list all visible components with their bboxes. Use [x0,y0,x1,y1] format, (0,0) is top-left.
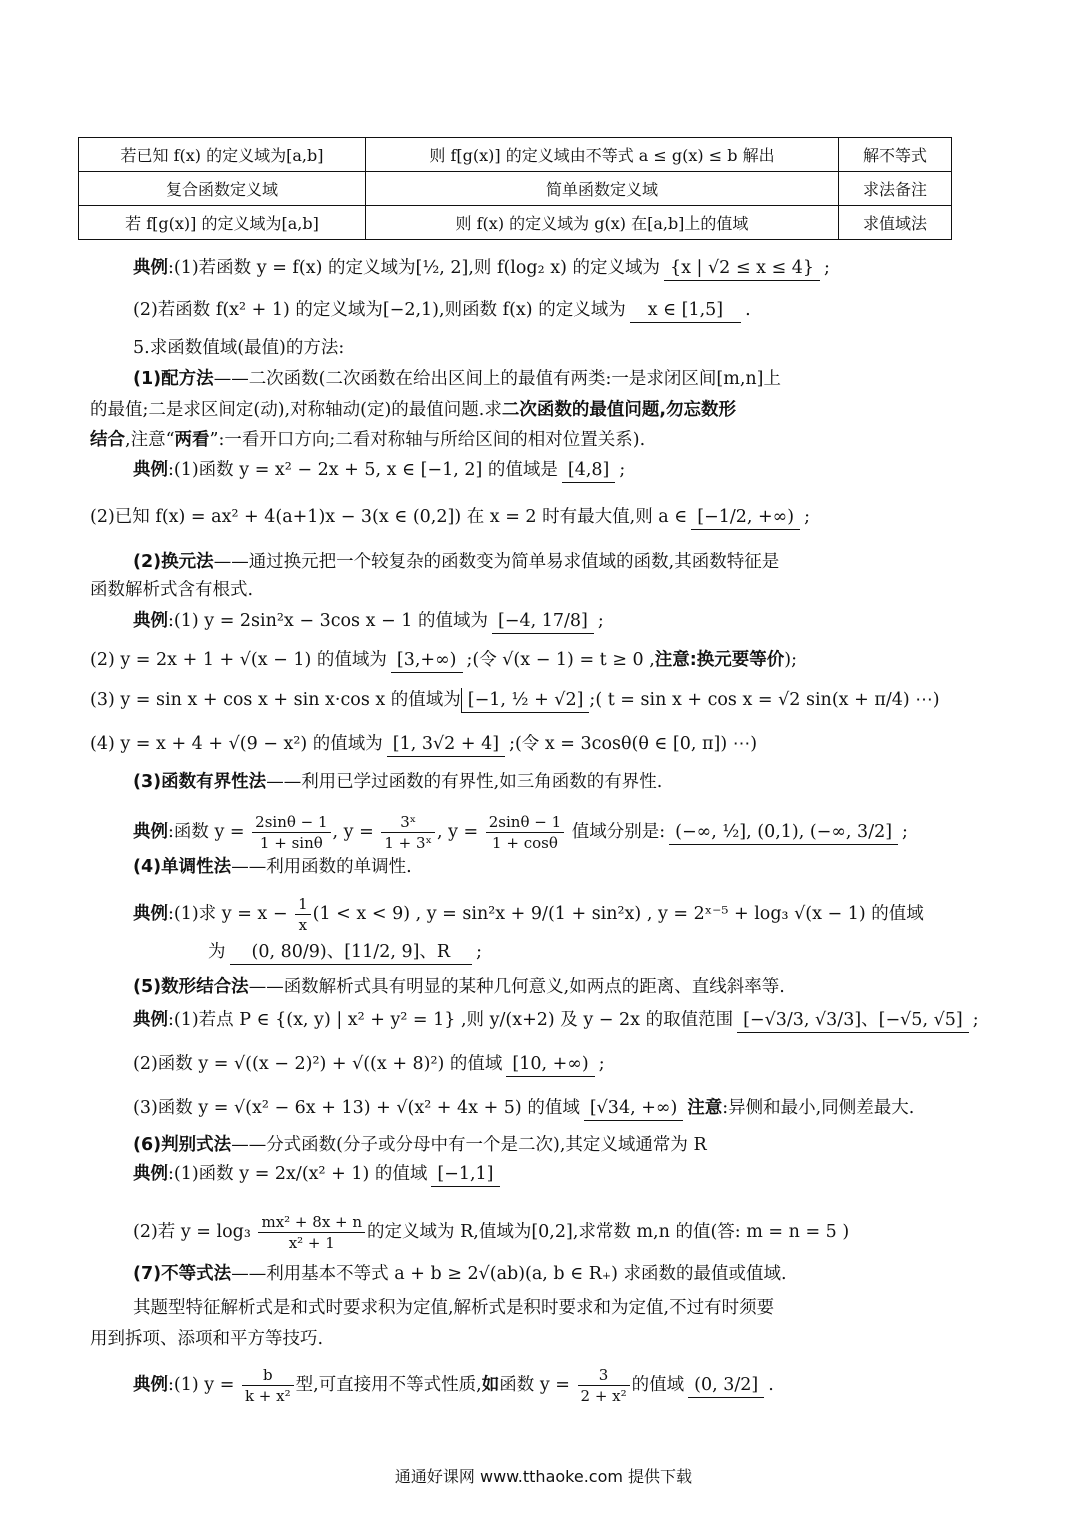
example-line [133,298,751,323]
answer-blank: [−4, 17/8] [492,609,594,634]
numerator: 2sinθ − 1 [252,812,330,833]
punctuation: ; [619,460,626,480]
example-line [133,1212,849,1253]
example-line [90,688,940,713]
denominator: 2 + x² [580,1387,627,1405]
example-text: (2) y = 2x + 1 + √(x − 1) 的值域为 [90,650,387,670]
fraction [242,1365,294,1406]
example-text: :(1)若点 P ∈ {(x, y) | x² + y² = 1} ,则 y/(x+2) 及 y − 2x 的取值范围 [168,1010,734,1030]
method-line [133,975,785,999]
method-text: ,注意“ [125,430,175,450]
example-line [90,732,757,757]
example-label: 典例 [133,611,168,631]
method-line [133,1133,707,1157]
table-cell: 简单函数定义域 [366,172,839,206]
answer-blank: [−1,1] [431,1162,499,1187]
numerator: 3ˣ [381,812,435,833]
example-text: (2)若 y = log₃ [133,1222,251,1242]
punctuation: . [745,300,751,320]
punctuation: ; [597,611,604,631]
example-text: (1 < x < 9) , y = sin²x + 9/(1 + sin²x) , y = 2ˣ⁻⁵ + log₃ √(x − 1) 的值域 [312,904,924,924]
punctuation: . [768,1375,774,1395]
denominator: x [298,916,308,934]
method-text: ——函数解析式具有明显的某种几何意义,如两点的距离、直线斜率等. [248,977,785,997]
method-text: ——二次函数(二次函数在给出区间上的最值有两类:一是求闭区间[m,n]上 [213,369,781,389]
answer-blank: [−√3/3, √3/3]、[−√5, √5] [737,1008,969,1033]
example-text: :(1) y = [168,1375,235,1395]
example-text: :(1)函数 y = 2x/(x² + 1) 的值域 [168,1164,428,1184]
answer-blank: (0, 3/2] [688,1373,764,1398]
example-text: (2)函数 y = √((x − 2)²) + √((x + 8)²) 的值域 [133,1054,503,1074]
table-row [79,138,952,172]
example-text: 函数 y = [499,1375,570,1395]
example-text: 为 [208,942,226,962]
example-label: 典例 [133,1164,168,1184]
example-label: 典例 [133,460,168,480]
method-line [90,398,736,422]
answer-blank: [−1/2, +∞) [691,505,800,530]
table-cell: 若已知 f(x) 的定义域为[a,b] [79,138,366,172]
answer-blank: [10, +∞) [506,1052,594,1077]
example-text: (3) y = sin x + cos x + sin x·cos x 的值域为 [90,690,461,710]
example-label: 典例 [133,1375,168,1395]
method-line [133,550,779,574]
example-text: :异侧和最小,同侧差最大. [722,1098,915,1118]
method-line: 用到拆项、添项和平方等技巧. [90,1329,324,1349]
denominator: k + x² [244,1387,291,1405]
example-line [133,1162,504,1187]
method-heading: (1)配方法 [133,369,214,389]
example-text: :函数 y = [168,822,245,842]
example-line [133,256,830,281]
answer-blank: [4,8] [562,458,616,483]
numerator: 3 [578,1365,630,1386]
fraction [578,1365,630,1406]
method-heading: (6)判别式法 [133,1135,232,1155]
emphasis-text: 如 [481,1375,500,1395]
page-footer: 通通好课网 www.tthaoke.com 提供下载 [394,1467,693,1486]
example-text: (3)函数 y = √(x² − 6x + 13) + √(x² + 4x + 5) 的值域 [133,1098,580,1118]
domain-table [78,137,952,240]
table-cell: 求法备注 [839,172,952,206]
numerator: mx² + 8x + n [258,1212,365,1233]
example-line [133,458,625,483]
example-text: , y = [436,822,479,842]
emphasis-text: 注意:换元要等价 [654,650,785,670]
table-cell: 若 f[g(x)] 的定义域为[a,b] [79,206,366,240]
fraction [252,812,330,853]
method-line [133,855,412,879]
method-text: 的最值;二是求区间定(动),对称轴动(定)的最值问题.求 [90,400,502,420]
example-text: :(1) y = 2sin²x − 3cos x − 1 的值域为 [168,611,488,631]
method-heading: (5)数形结合法 [133,977,249,997]
emphasis-text: 两看 [174,430,210,450]
answer-blank: (0, 80/9)、[11/2, 9]、R [230,940,473,965]
example-line [133,1008,979,1033]
example-line [133,812,908,853]
method-line [133,1262,787,1286]
fraction [381,812,435,853]
denominator: 1 + 3ˣ [384,834,432,852]
example-text: (2)若函数 f(x² + 1) 的定义域为[−2,1),则函数 f(x) 的定义域为 [133,300,626,320]
example-line [133,609,604,634]
numerator: b [242,1365,294,1386]
answer-blank: {x | √2 ≤ x ≤ 4} [664,256,820,281]
punctuation: ); [784,650,797,670]
example-line [133,1365,774,1406]
punctuation: ; [804,507,810,527]
emphasis-text: 结合 [90,430,125,450]
table-row [79,206,952,240]
example-label: 典例 [133,904,168,924]
method-heading: (2)换元法 [133,552,214,572]
method-line: 函数解析式含有根式. [90,580,254,600]
emphasis-text: 二次函数的最值问题,勿忘数形 [501,400,736,420]
answer-blank: [−1, ½ + √2] [461,688,590,713]
example-text: (4) y = x + 4 + √(9 − x²) 的值域为 [90,734,383,754]
example-line [133,1096,914,1121]
method-line [133,367,781,391]
answer-blank: x ∈ [1,5] [630,298,741,323]
example-text: 型,可直接用不等式性质, [295,1375,482,1395]
table-cell: 复合函数定义域 [79,172,366,206]
example-line [133,894,924,935]
method-heading: (3)函数有界性法 [133,772,267,792]
table-row [79,172,952,206]
method-text: ——利用基本不等式 a + b ≥ 2√(ab)(a, b ∈ R₊) 求函数的最值或值域. [231,1264,787,1284]
method-heading: (4)单调性法 [133,857,232,877]
example-text: ;(令 x = 3cosθ(θ ∈ [0, π]) ⋯) [509,734,758,754]
punctuation: ; [476,942,483,962]
example-line [208,940,482,965]
example-line [90,648,797,673]
table-cell: 求值域法 [839,206,952,240]
denominator: 1 + cosθ [492,834,558,852]
emphasis-text: 注意 [687,1098,723,1118]
method-text: ——分式函数(分子或分母中有一个是二次),其定义域通常为 R [231,1135,707,1155]
denominator: 1 + sinθ [259,834,323,852]
punctuation: ; [902,822,908,842]
example-text: :(1)函数 y = x² − 2x + 5, x ∈ [−1, 2] 的值域是 [168,460,558,480]
method-line [133,770,662,794]
example-label: 典例 [133,1010,168,1030]
example-text: 值域分别是: [571,822,666,842]
example-text: ;( t = sin x + cos x = √2 sin(x + π/4) ⋯) [589,690,940,710]
answer-blank: [1, 3√2 + 4] [387,732,505,757]
fraction [295,894,311,935]
example-label: 典例 [133,258,168,278]
example-line [133,1052,605,1077]
method-line: 其题型特征解析式是和式时要求积为定值,解析式是积时要求和为定值,不过有时须要 [133,1298,775,1318]
example-label: 典例 [133,822,168,842]
fraction [258,1212,365,1253]
example-text: ;(令 √(x − 1) = t ≥ 0 , [466,650,655,670]
section-heading: 5.求函数值域(最值)的方法: [133,338,345,358]
answer-blank: (−∞, ½], (0,1), (−∞, 3/2] [669,820,898,845]
example-text: (2)已知 f(x) = ax² + 4(a+1)x − 3(x ∈ (0,2]) 在 x = 2 时有最大值,则 a ∈ [90,507,688,527]
method-text: ——利用已学过函数的有界性,如三角函数的有界性. [266,772,663,792]
numerator: 1 [295,894,311,915]
example-text: :(1)求 y = x − [168,904,288,924]
table-cell: 则 f(x) 的定义域为 g(x) 在[a,b]上的值域 [366,206,839,240]
method-heading: (7)不等式法 [133,1264,232,1284]
punctuation: ; [972,1010,979,1030]
method-text: ”:一看开口方向;二看对称轴与所给区间的相对位置关系). [209,430,646,450]
method-text: ——通过换元把一个较复杂的函数变为简单易求值域的函数,其函数特征是 [213,552,780,572]
method-line [90,428,645,452]
denominator: x² + 1 [288,1234,335,1252]
numerator: 2sinθ − 1 [486,812,564,833]
example-text: , y = [332,822,374,842]
fraction [486,812,564,853]
punctuation: ; [598,1054,605,1074]
example-line [90,505,810,530]
example-text: 的定义域为 R,值域为[0,2],求常数 m,n 的值(答: m = n = 5 ) [367,1222,850,1242]
punctuation: ; [824,258,830,278]
answer-blank: [√34, +∞) [584,1096,683,1121]
answer-blank: [3,+∞) [391,648,463,673]
example-text: :(1)若函数 y = f(x) 的定义域为[½, 2],则 f(log₂ x) 的定义域为 [168,258,660,278]
example-text: 的值域 [631,1375,685,1395]
table-cell: 解不等式 [839,138,952,172]
table-cell: 则 f[g(x)] 的定义域由不等式 a ≤ g(x) ≤ b 解出 [366,138,839,172]
method-text: ——利用函数的单调性. [231,857,412,877]
